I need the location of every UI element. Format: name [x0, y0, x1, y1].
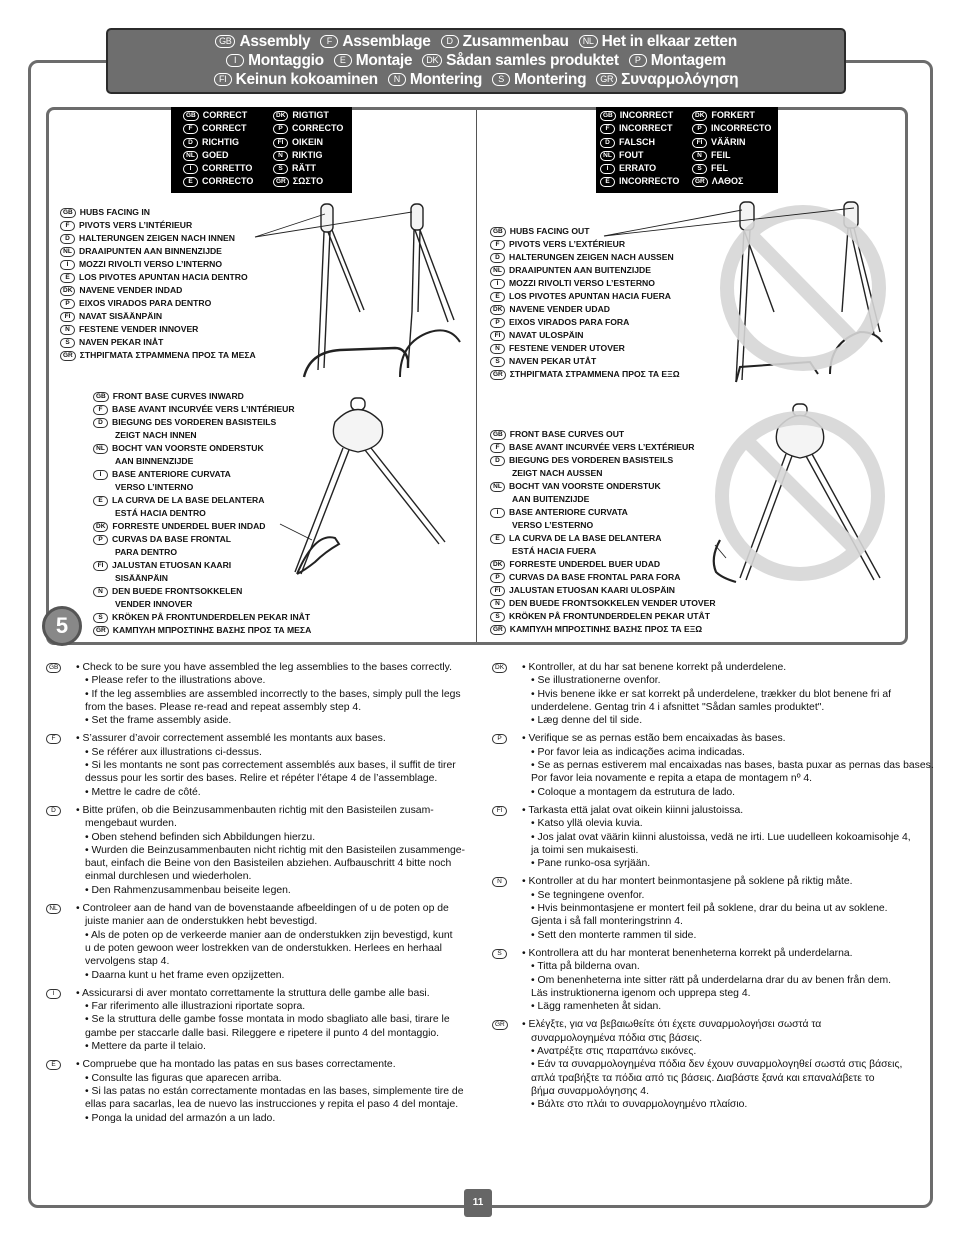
language-code-badge: DK	[422, 54, 442, 67]
language-code-badge: DK	[492, 663, 507, 673]
label-text: FOUT	[619, 149, 644, 160]
instruction-line: Gjenta i så fall monteringstrinn 4.	[531, 916, 683, 928]
label-text: DRAAIPUNTEN AAN BUITENZIJDE	[509, 265, 651, 275]
language-code-badge: GR	[490, 370, 506, 380]
language-code-badge: P	[60, 299, 75, 309]
language-code-badge: F	[46, 734, 61, 744]
label-text: ZEIGT NACH AUSSEN	[512, 468, 603, 478]
language-code-badge: D	[490, 456, 505, 466]
language-code-badge: DK	[692, 111, 707, 121]
label-text: INCORRECTO	[619, 176, 680, 187]
language-code-badge: FI	[273, 138, 288, 148]
label-text: BASE AVANT INCURVÉE VERS L’INTÉRIEUR	[112, 404, 295, 414]
instruction-line: • Far riferimento alle illustrazioni riportate sopra.	[85, 1001, 306, 1013]
instruction-line: • Om benenheterna inte sitter rätt på underdelarna drar du av benen från dem.	[531, 974, 892, 986]
language-code-badge: F	[490, 443, 505, 453]
language-code-badge: N	[273, 151, 288, 161]
instruction-line: απλά τραβήξτε τα πόδια από τις βάσεις. Διαβάστε ξανά και επαναλάβετε το	[531, 1072, 875, 1084]
label-text: FORRESTE UNDERDEL BUER INDAD	[112, 521, 266, 531]
instruction-line: • Βάλτε στο πλάι το συναρμολογημένο πλαίσιο.	[531, 1099, 748, 1111]
label-text: OIKEIN	[292, 136, 324, 147]
language-code-badge: D	[600, 138, 615, 148]
label-text: CORRECT	[202, 110, 248, 120]
instruction-line: • Ελέγξτε, για να βεβαιωθείτε ότι έχετε συναρμολογήσει σωστά τα	[522, 1019, 822, 1031]
instruction-line: • Pane runko-osa syrjään.	[531, 858, 651, 870]
language-code-badge: GB	[490, 430, 506, 440]
title-text: Het in elkaar zetten	[601, 33, 737, 50]
language-code-badge: F	[60, 221, 75, 231]
label-text: FORKERT	[711, 110, 755, 120]
label-text: BASE ANTERIORE CURVATA	[509, 507, 628, 517]
label-text: FESTENE VENDER UTOVER	[509, 343, 625, 353]
page-number: 11	[464, 1189, 492, 1217]
label-text: INCORRECT	[619, 110, 674, 120]
label-text: ΛΑΘΟΣ	[711, 176, 744, 187]
language-code-badge: I	[60, 260, 75, 270]
language-code-badge: FI	[692, 138, 707, 148]
language-code-badge: P	[629, 54, 647, 67]
instruction-line: einmal durchlesen und wiederholen.	[85, 871, 252, 883]
label-text: ΣΤΗΡΙΓΜΑΤΑ ΣΤΡΑΜΜΕΝΑ ΠΡΟΣ ΤΑ ΕΞΩ	[509, 369, 680, 379]
label-text: INCORRECT	[619, 123, 673, 134]
instruction-paragraph	[492, 947, 934, 1013]
title-text: Keinun kokoaminen	[235, 71, 378, 88]
instruction-line: vervolgens stap 4.	[85, 956, 170, 968]
label-text: PARA DENTRO	[115, 547, 178, 557]
label-text: NAVAT ULOSPÄIN	[509, 330, 584, 340]
instruction-line: baut, einfach die Beine von den Basisteilen abziehen. Aufbauschritt 4 bitte noch	[85, 858, 452, 870]
label-text: RIGTIGT	[292, 110, 329, 120]
label-text: DRAAIPUNTEN AAN BINNENZIJDE	[79, 246, 222, 256]
language-code-badge: GB	[183, 111, 199, 121]
label-text: ERRATO	[619, 163, 657, 174]
label-text: RICHTIG	[202, 136, 239, 147]
label-text: JALUSTAN ETUOSAN KAARI ULOSPÄIN	[509, 585, 675, 595]
instruction-paragraph	[46, 987, 465, 1053]
language-code-badge: GB	[93, 392, 109, 402]
instruction-line: • Se la struttura delle gambe fosse montata in modo sbagliato alle basi, tirare le	[85, 1014, 450, 1026]
label-text: ESTÁ HACIA DENTRO	[115, 508, 206, 518]
instruction-paragraph	[492, 661, 934, 727]
language-code-badge: P	[692, 124, 707, 134]
language-code-badge: S	[490, 357, 505, 367]
instruction-line: • Set the frame assembly aside.	[85, 715, 232, 727]
label-text: VERSO L’ESTERNO	[512, 520, 594, 530]
language-code-badge: F	[320, 35, 338, 48]
language-code-badge: F	[600, 124, 615, 134]
language-code-badge: E	[93, 496, 108, 506]
instruction-line: • Ανατρέξτε στις παραπάνω εικόνες.	[531, 1046, 697, 1058]
language-code-badge: GR	[273, 177, 289, 187]
label-text: KRÖKEN PÅ FRONTUNDERDELEN PEKAR INÅT	[112, 612, 311, 622]
instruction-line: • Kontroller at du har montert beinmontasjene på soklene på riktig måte.	[522, 876, 853, 888]
instruction-line: • Bitte prüfen, ob die Beinzusammenbauten richtig mit den Basisteilen zusam-	[76, 804, 434, 816]
instruction-line: • Please refer to the illustrations above.	[85, 675, 266, 687]
title-text: Assembly	[239, 33, 311, 50]
label-text: BOCHT VAN VOORSTE ONDERSTUK	[509, 481, 661, 491]
title-item	[320, 33, 430, 50]
title-item	[441, 33, 569, 50]
language-code-badge: NL	[93, 444, 108, 454]
title-row-3	[108, 71, 844, 89]
language-code-badge: I	[226, 54, 244, 67]
language-code-badge: DK	[273, 111, 288, 121]
language-code-badge: I	[183, 164, 198, 174]
language-code-badge: DK	[60, 286, 75, 296]
title-item	[215, 33, 310, 50]
instruction-line: • Se référer aux illustrations ci-dessus.	[85, 746, 262, 758]
instruction-line: • Lägg ramenheten åt sidan.	[531, 1001, 662, 1013]
instruction-line: • Kontrollera att du har monterat benenheterna korrekt på underdelarna.	[522, 947, 853, 959]
language-code-badge: N	[60, 325, 75, 335]
language-code-badge: GR	[490, 625, 506, 635]
language-code-badge: E	[60, 273, 75, 283]
language-code-badge: NL	[579, 35, 598, 48]
label-text: NAVEN PEKAR INÅT	[79, 337, 164, 347]
language-code-badge: GB	[60, 208, 76, 218]
label-text: FRONT BASE CURVES OUT	[509, 429, 625, 439]
label-text: CORRECTO	[202, 176, 254, 187]
title-item	[214, 71, 378, 88]
label-text: NAVENE VENDER INDAD	[79, 285, 183, 295]
language-code-badge: D	[46, 806, 61, 816]
label-text: VENDER INNOVER	[115, 599, 193, 609]
title-text: Zusammenbau	[462, 33, 569, 50]
language-code-badge: I	[600, 164, 615, 174]
language-code-badge: NL	[60, 247, 75, 257]
language-code-badge: GB	[46, 663, 61, 673]
language-code-badge: D	[60, 234, 75, 244]
language-code-badge: FI	[93, 561, 108, 571]
language-code-badge: NL	[600, 151, 615, 161]
title-text: Assemblage	[342, 33, 431, 50]
language-code-badge: I	[93, 470, 108, 480]
language-code-badge: P	[93, 535, 108, 545]
title-item	[422, 52, 618, 69]
label-text: BOCHT VAN VOORSTE ONDERSTUK	[112, 443, 264, 453]
instruction-line: • Tarkasta että jalat ovat oikein kiinni jalustoissa.	[522, 804, 744, 816]
instruction-paragraph	[46, 732, 465, 798]
instruction-paragraph	[492, 875, 934, 941]
label-text: HALTERUNGEN ZEIGEN NACH INNEN	[79, 233, 235, 243]
instruction-line: • Verifique se as pernas estão bem encaixadas às bases.	[522, 733, 786, 745]
language-code-badge: FI	[214, 73, 232, 86]
language-code-badge: S	[692, 164, 707, 174]
label-text: BASE AVANT INCURVÉE VERS L’EXTÉRIEUR	[509, 442, 695, 452]
title-item	[629, 52, 726, 69]
language-code-badge: S	[492, 73, 510, 86]
title-item	[492, 71, 586, 88]
instruction-line: • Ponga la unidad del armazón a un lado.	[85, 1112, 276, 1124]
instruction-line: • Oben stehend befinden sich Abbildungen hierzu.	[85, 831, 316, 843]
language-code-badge: E	[183, 177, 198, 187]
label-text: ΣΩΣΤΟ	[292, 176, 324, 187]
label-text: BIEGUNG DES VORDEREN BASISTEILS	[509, 455, 674, 465]
instruction-line: • Se illustrationerne ovenfor.	[531, 675, 661, 687]
instruction-line: • Si les montants ne sont pas correctement assemblés aux bases, il suffit de tirer	[85, 760, 456, 772]
title-text: Montering	[514, 71, 587, 88]
title-row-1	[108, 33, 844, 51]
label-text: MOZZI RIVOLTI VERSO L’INTERNO	[79, 259, 223, 269]
instruction-line: • Hvis beinmontasjene er montert feil på soklene, drar du beina ut av soklene.	[531, 903, 888, 915]
instruction-line: • Jos jalat ovat väärin kiinni alustoissa, vedä ne irti. Lue uudelleen kokoamisohje 4,	[531, 831, 911, 843]
title-row-2	[108, 52, 844, 70]
instruction-paragraph	[492, 804, 934, 870]
label-text: BASE ANTERIORE CURVATA	[112, 469, 231, 479]
instruction-line: ellas para sacarlas, lea de nuevo las instrucciones y repita el paso 4 del montaje.	[85, 1099, 459, 1111]
language-code-badge: P	[273, 124, 288, 134]
title-text: Montaggio	[248, 52, 324, 69]
language-code-badge: GR	[596, 73, 617, 86]
label-text: LOS PIVOTES APUNTAN HACIA DENTRO	[79, 272, 248, 282]
label-text: EIXOS VIRADOS PARA DENTRO	[79, 298, 212, 308]
label-text: NAVENE VENDER UDAD	[509, 304, 610, 314]
instruction-line: Läs instruktionerna igenom och upprepa steg 4.	[531, 987, 751, 999]
instruction-line: • Compruebe que ha montado las patas en sus bases correctamente.	[76, 1059, 396, 1071]
language-code-badge: S	[273, 164, 288, 174]
language-code-badge: NL	[46, 904, 61, 914]
title-text: Montering	[409, 71, 483, 88]
language-code-badge: P	[492, 734, 507, 744]
language-code-badge: S	[93, 613, 108, 623]
language-code-badge: E	[490, 534, 505, 544]
label-text: MOZZI RIVOLTI VERSO L’ESTERNO	[509, 278, 655, 288]
language-code-badge: F	[93, 405, 108, 415]
label-text: RÄTT	[292, 163, 316, 174]
instruction-line: ja toimi sen mukaisesti.	[531, 844, 639, 856]
instruction-line: dessus pour les sortir des bases. Relire et répéter l’étape 4 de l’assemblage.	[85, 773, 438, 785]
label-text: LA CURVA DE LA BASE DELANTERA	[509, 533, 662, 543]
instruction-line: • Den Rahmenzusammenbau beiseite legen.	[85, 884, 291, 896]
language-code-badge: DK	[93, 522, 108, 532]
language-code-badge: E	[46, 1060, 61, 1070]
title-item	[388, 71, 482, 88]
label-text: HUBS FACING OUT	[509, 226, 590, 236]
label-text: CORRETTO	[202, 163, 253, 174]
instruction-line: juiste manier aan de onderstukken hebt bevestigd.	[85, 916, 318, 928]
label-text: FEIL	[711, 149, 731, 160]
label-text: CURVAS DA BASE FRONTAL	[112, 534, 232, 544]
instruction-line: • S’assurer d’avoir correctement assemblé les montants aux bases.	[76, 733, 386, 745]
label-text: LA CURVA DE LA BASE DELANTERA	[112, 495, 265, 505]
instruction-line: • Daarna kunt u het frame even opzijzetten.	[85, 969, 285, 981]
instruction-line: underdelene. Gentag trin 4 i afsnittet "Sådan samles produktet".	[531, 701, 825, 713]
language-code-badge: S	[490, 612, 505, 622]
instruction-line: • Hvis benene ikke er sat korrekt på underdelene, trækker du blot benene fri af	[531, 688, 892, 700]
instructions-left-column	[46, 661, 465, 1130]
label-text: PIVOTS VERS L’EXTÉRIEUR	[509, 239, 626, 249]
label-text: DEN BUEDE FRONTSOKKELEN VENDER UTOVER	[509, 598, 716, 608]
instruction-paragraph	[46, 661, 465, 727]
instruction-line: • Check to be sure you have assembled the leg assemblies to the bases correctly.	[76, 662, 452, 673]
language-code-badge: N	[490, 599, 505, 609]
language-code-badge: FI	[60, 312, 75, 322]
language-code-badge: E	[490, 292, 505, 302]
language-code-badge: N	[692, 151, 707, 161]
label-text: DEN BUEDE FRONTSOKKELEN	[112, 586, 243, 596]
language-code-badge: D	[93, 418, 108, 428]
language-code-badge: N	[93, 587, 108, 597]
label-text: CORRECT	[202, 123, 247, 134]
instructions-right-column	[492, 661, 934, 1117]
label-text: RIKTIG	[292, 149, 323, 160]
instruction-line: • Controleer aan de hand van de bovenstaande afbeeldingen of u de poten op de	[76, 903, 449, 915]
language-code-badge: DK	[490, 305, 505, 315]
title-item	[226, 52, 324, 69]
title-item	[334, 52, 412, 69]
title-item	[596, 71, 738, 88]
language-code-badge: D	[490, 253, 505, 263]
instruction-line: • If the leg assemblies are assembled incorrectly to the bases, simply pull the legs	[85, 688, 461, 700]
language-code-badge: E	[334, 54, 352, 67]
label-text: INCORRECTO	[711, 123, 772, 134]
instruction-paragraph	[492, 1018, 934, 1111]
label-text: NAVEN PEKAR UTÅT	[509, 356, 597, 366]
language-code-badge: D	[183, 138, 198, 148]
label-text: VÄÄRIN	[711, 136, 746, 147]
language-code-badge: GR	[692, 177, 708, 187]
label-text: FORRESTE UNDERDEL BUER UDAD	[509, 559, 661, 569]
instruction-line: • Sett den monterte rammen til side.	[531, 929, 697, 941]
label-text: HUBS FACING IN	[79, 207, 150, 217]
instruction-line: • Por favor leia as indicações acima indicadas.	[531, 746, 745, 758]
label-text: HALTERUNGEN ZEIGEN NACH AUSSEN	[509, 252, 674, 262]
language-code-badge: GR	[60, 351, 76, 361]
label-text: FALSCH	[619, 136, 655, 147]
instruction-line: u de poten gewoon weer lostrekken van de onderstukken. Herlees en herhaal	[85, 942, 442, 954]
label-text: CORRECTO	[292, 123, 344, 134]
instruction-paragraph	[492, 732, 934, 798]
title-text: Montagem	[650, 52, 726, 69]
language-code-badge: I	[46, 989, 61, 999]
label-text: PIVOTS VERS L’INTÉRIEUR	[79, 220, 193, 230]
language-code-badge: FI	[490, 586, 505, 596]
instruction-paragraph	[46, 1058, 465, 1124]
instruction-line: • Katso yllä olevia kuvia.	[531, 818, 643, 830]
language-code-badge: I	[490, 508, 505, 518]
instruction-line: βήμα συναρμολόγησης 4.	[531, 1085, 649, 1097]
label-text: EIXOS VIRADOS PARA FORA	[509, 317, 630, 327]
instruction-line: • Εάν τα συναρμολογημένα πόδια δεν έχουν συναρμολογηθεί σωστά στις βάσεις,	[531, 1059, 903, 1071]
instruction-line: • Kontroller, at du har sat benene korrekt på underdelene.	[522, 662, 787, 673]
language-code-badge: FI	[490, 331, 505, 341]
instruction-line: • Mettere da parte il telaio.	[85, 1041, 206, 1053]
language-code-badge: DK	[490, 560, 505, 570]
language-code-badge: GB	[490, 227, 506, 237]
label-text: BIEGUNG DES VORDEREN BASISTEILS	[112, 417, 277, 427]
language-code-badge: GB	[600, 111, 616, 121]
language-code-badge: I	[490, 279, 505, 289]
instruction-line: gambe per staccarle dalle basi. Rileggere e ripetere il punto 4 del montaggio.	[85, 1027, 440, 1039]
language-code-badge: NL	[490, 482, 505, 492]
language-code-badge: D	[441, 35, 459, 48]
label-text: NAVAT SISÄÄNPÄIN	[79, 311, 163, 321]
instruction-line: from the bases. Please re-read and repeat assembly step 4.	[85, 701, 362, 713]
language-code-badge: N	[490, 344, 505, 354]
instruction-paragraph	[46, 804, 465, 897]
label-text: AAN BINNENZIJDE	[115, 456, 194, 466]
instruction-line: • Wurden die Beinzusammenbauten nicht richtig mit den Basisteilen zusammenge-	[85, 844, 466, 856]
title-item	[579, 33, 737, 50]
language-code-badge: F	[183, 124, 198, 134]
instruction-paragraph	[46, 902, 465, 982]
instruction-line: • Se tegningene ovenfor.	[531, 889, 645, 901]
label-text: KRÖKEN PÅ FRONTUNDERDELEN PEKAR UTÅT	[509, 611, 711, 621]
title-text: Συναρμολόγηση	[621, 71, 739, 88]
label-text: ZEIGT NACH INNEN	[115, 430, 197, 440]
instruction-line: συναρμολογημένα πόδια στις βάσεις.	[531, 1032, 703, 1044]
step-number-badge: 5	[42, 606, 82, 646]
instruction-line: • Consulte las figuras que aparecen arriba.	[85, 1072, 282, 1084]
instruction-line: mengebaut wurden.	[85, 818, 177, 830]
language-code-badge: GR	[492, 1020, 508, 1030]
label-text: GOED	[202, 149, 229, 160]
instruction-line: Por favor leia novamente e repita a etapa de montagem nº 4.	[531, 773, 813, 785]
language-code-badge: S	[60, 338, 75, 348]
instruction-line: • Si las patas no están correctamente montadas en las bases, simplemente tire de	[85, 1085, 464, 1097]
label-text: ΚΑΜΠΥΛΗ ΜΠΡΟΣΤΙΝΗΣ ΒΑΣΗΣ ΠΡΟΣ ΤΑ ΕΞΩ	[509, 624, 703, 634]
instruction-line: • Læg denne del til side.	[531, 715, 643, 727]
instruction-line: • Titta på bilderna ovan.	[531, 961, 640, 973]
title-text: Sådan samles produktet	[446, 52, 619, 69]
language-code-badge: FI	[492, 806, 507, 816]
title-text: Montaje	[355, 52, 413, 69]
assembly-title-banner	[106, 28, 846, 94]
instruction-line: • Als de poten op de verkeerde manier aan de onderstukken zijn bevestigd, kunt	[85, 929, 453, 941]
label-text: FESTENE VENDER INNOVER	[79, 324, 199, 334]
language-code-badge: P	[490, 318, 505, 328]
label-text: AAN BUITENZIJDE	[512, 494, 590, 504]
label-text: ESTÁ HACIA FUERA	[512, 546, 597, 556]
instruction-line: • Assicurarsi di aver montato correttamente la struttura delle gambe alle basi.	[76, 987, 430, 999]
language-code-badge: P	[490, 573, 505, 583]
label-text: JALUSTAN ETUOSAN KAARI	[112, 560, 232, 570]
instruction-line: • Se as pernas estiverem mal encaixadas nas bases, basta puxar as pernas das bases.	[531, 760, 934, 772]
label-text: FRONT BASE CURVES INWARD	[112, 391, 244, 401]
language-code-badge: GR	[93, 626, 109, 636]
language-code-badge: S	[492, 949, 507, 959]
instruction-line: • Mettre le cadre de côté.	[85, 786, 201, 798]
label-text: CURVAS DA BASE FRONTAL PARA FORA	[509, 572, 681, 582]
language-code-badge: NL	[490, 266, 505, 276]
label-text: VERSO L’INTERNO	[115, 482, 194, 492]
language-code-badge: GB	[215, 35, 235, 48]
label-text: ΣΤΗΡΙΓΜΑΤΑ ΣΤΡΑΜΜΕΝΑ ΠΡΟΣ ΤΑ ΜΕΣΑ	[79, 350, 256, 360]
language-code-badge: F	[490, 240, 505, 250]
language-code-badge: N	[388, 73, 406, 86]
label-text: LOS PIVOTES APUNTAN HACIA FUERA	[509, 291, 672, 301]
label-text: SISÄÄNPÄIN	[115, 573, 169, 583]
instruction-line: • Coloque a montagem da estrutura de lado.	[531, 786, 736, 798]
label-text: ΚΑΜΠΥΛΗ ΜΠΡΟΣΤΙΝΗΣ ΒΑΣΗΣ ΠΡΟΣ ΤΑ ΜΕΣΑ	[112, 625, 312, 635]
label-text: FEL	[711, 163, 728, 174]
language-code-badge: N	[492, 877, 507, 887]
language-code-badge: E	[600, 177, 615, 187]
language-code-badge: NL	[183, 151, 198, 161]
